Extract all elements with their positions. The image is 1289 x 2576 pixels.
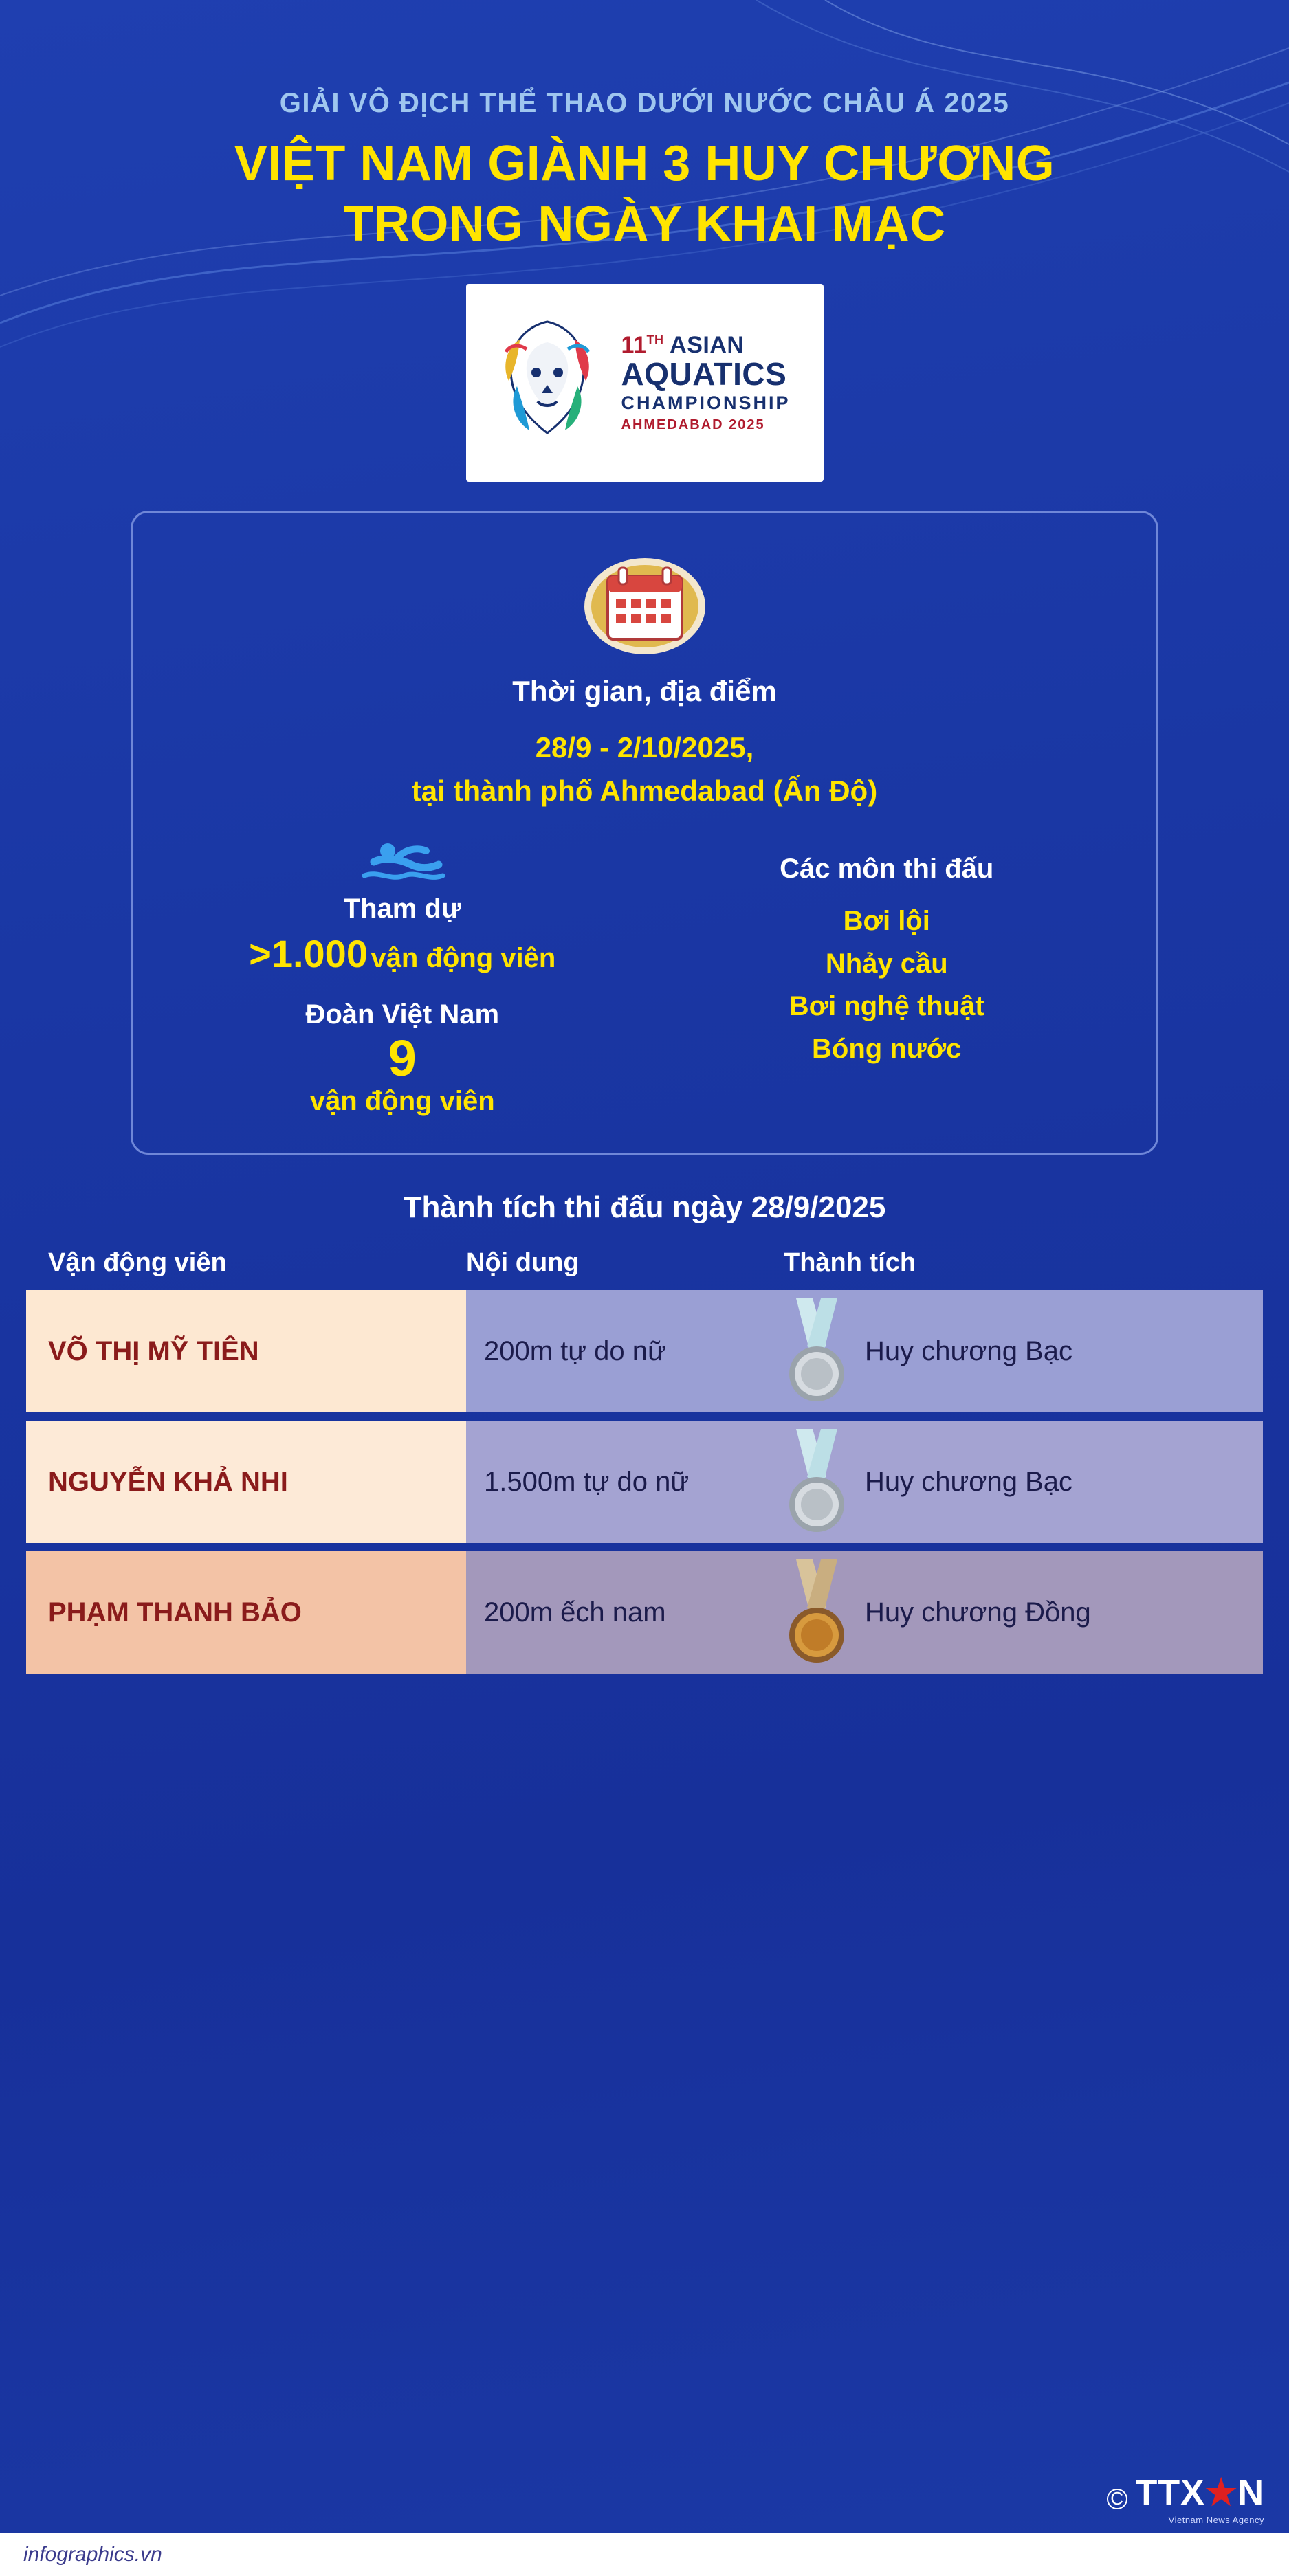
table-row: [26, 1421, 1263, 1543]
event-venue-line: tại thành phố Ahmedabad (Ấn Độ): [411, 774, 878, 807]
event-item: Nhảy cầu: [825, 948, 948, 979]
agency-star-icon: ★: [1204, 2473, 1238, 2513]
calendar-icon: [583, 553, 707, 656]
row-details: [466, 1421, 1263, 1543]
page-title: [0, 134, 1289, 255]
vietnam-team-count: 9: [388, 1029, 417, 1087]
agency-watermark: [1107, 2472, 1264, 2525]
cell-athlete: VÕ THỊ MỸ TIÊN: [26, 1290, 466, 1412]
results-table: [26, 1248, 1263, 1674]
row-details: [466, 1551, 1263, 1674]
column-header-event: Nội dung: [466, 1248, 580, 1278]
footer-bar: [0, 2533, 1289, 2576]
cell-athlete: PHẠM THANH BẢO: [26, 1551, 466, 1674]
silver-medal-icon: [775, 1423, 858, 1540]
page-title-line-2: TRONG NGÀY KHAI MẠC: [343, 196, 946, 252]
events-list: [645, 900, 1130, 1070]
cell-result: Huy chương Đồng: [865, 1597, 1091, 1628]
participate-label: Tham dự: [343, 893, 461, 924]
agency-name: [1136, 2472, 1264, 2513]
event-date-line: 28/9 - 2/10/2025,: [535, 731, 754, 764]
logo-word-aquatics: AQUATICS: [621, 356, 787, 392]
vietnam-team-unit: vận động viên: [309, 1086, 495, 1117]
agency-subtitle: Vietnam News Agency: [1168, 2515, 1264, 2525]
event-logo: [466, 284, 824, 482]
events-column: [645, 839, 1130, 1117]
cell-event: 200m tự do nữ: [484, 1335, 666, 1366]
participation-column: [160, 839, 645, 1117]
results-title: Thành tích thi đấu ngày 28/9/2025: [403, 1190, 886, 1225]
table-row: [26, 1551, 1263, 1674]
logo-edition: [621, 333, 791, 357]
copyright-icon: C: [1107, 2489, 1127, 2509]
agency-name-part-2: N: [1237, 2473, 1264, 2513]
agency-logo: [1136, 2472, 1264, 2525]
cell-result: Huy chương Bạc: [865, 1335, 1073, 1366]
event-dates: [160, 726, 1129, 812]
column-header-result: Thành tích: [784, 1248, 916, 1278]
bronze-medal-icon: [775, 1554, 858, 1671]
info-columns: [160, 839, 1129, 1117]
footer-url[interactable]: infographics.vn: [23, 2543, 162, 2566]
logo-word-championship: CHAMPIONSHIP: [621, 392, 791, 414]
table-header-row: [26, 1248, 1263, 1290]
cell-athlete: NGUYỄN KHẢ NHI: [26, 1421, 466, 1543]
page-title-line-1: VIỆT NAM GIÀNH 3 HUY CHƯƠNG: [234, 136, 1055, 191]
table-row: [26, 1290, 1263, 1412]
logo-location-year: AHMEDABAD 2025: [621, 417, 765, 433]
page-kicker: GIẢI VÔ ĐỊCH THỂ THAO DƯỚI NƯỚC CHÂU Á 2025: [279, 88, 1010, 118]
header: [0, 0, 1289, 482]
lion-head-logo-icon: [478, 304, 616, 462]
agency-name-part-1: TTX: [1135, 2473, 1205, 2513]
event-info-card: [131, 511, 1158, 1155]
event-item: Bóng nước: [812, 1033, 962, 1064]
cell-event: 200m ếch nam: [484, 1597, 666, 1628]
column-header-athlete: Vận động viên: [48, 1248, 227, 1278]
athletes-count: >1.000: [249, 931, 368, 975]
events-label: Các môn thi đấu: [780, 853, 994, 884]
silver-medal-icon: [775, 1293, 858, 1410]
cell-result: Huy chương Bạc: [865, 1466, 1073, 1497]
logo-word-asian: ASIAN: [670, 332, 745, 359]
logo-edition-suffix: TH: [646, 333, 664, 347]
event-item: Bơi nghệ thuật: [789, 990, 984, 1021]
athletes-total: [160, 931, 645, 976]
row-details: [466, 1290, 1263, 1412]
time-location-label: Thời gian, địa điểm: [512, 674, 777, 707]
athletes-unit: vận động viên: [371, 942, 556, 973]
logo-edition-number: 11: [621, 332, 647, 359]
cell-event: 1.500m tự do nữ: [484, 1466, 690, 1497]
event-item: Bơi lội: [843, 905, 930, 936]
swimmer-icon: [357, 839, 447, 887]
vietnam-team-label: Đoàn Việt Nam: [305, 999, 500, 1030]
